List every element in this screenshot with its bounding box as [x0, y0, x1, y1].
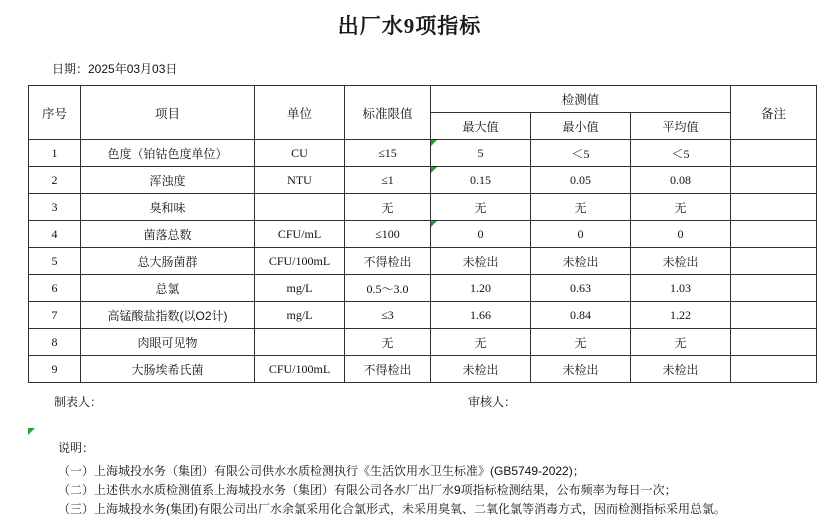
- header-max: 最大值: [431, 113, 531, 140]
- cell-remark: [731, 140, 817, 167]
- cell-unit: CFU/mL: [255, 221, 345, 248]
- header-no: 序号: [29, 86, 81, 140]
- table-row: [29, 302, 817, 329]
- cell-min: 0.05: [531, 167, 631, 194]
- header-unit: 单位: [255, 86, 345, 140]
- cell-max: 未检出: [431, 356, 531, 383]
- notes-line: （二）上述供水水质检测值系上海城投水务（集团）有限公司各水厂出厂水9项指标检测结果，公布频率为每日一次；: [58, 483, 677, 497]
- cell-unit: mg/L: [255, 302, 345, 329]
- cell-no: 4: [29, 221, 81, 248]
- header-remark: 备注: [731, 86, 817, 140]
- cell-limit: ≤3: [345, 302, 431, 329]
- cell-avg: 未检出: [631, 248, 731, 275]
- cell-no: 3: [29, 194, 81, 221]
- cell-flag-marker: [431, 221, 437, 227]
- cell-max: 0.15: [431, 167, 531, 194]
- cell-avg: 无: [631, 329, 731, 356]
- cell-max: 无: [431, 329, 531, 356]
- cell-max: 1.66: [431, 302, 531, 329]
- cell-avg: 无: [631, 194, 731, 221]
- table-row: [29, 329, 817, 356]
- cell-unit: CFU/100mL: [255, 248, 345, 275]
- preparer-label: 制表人：: [54, 395, 103, 409]
- cell-item: 总大肠菌群: [81, 248, 255, 275]
- cell-limit: ≤1: [345, 167, 431, 194]
- cell-item: 色度（铂钴色度单位）: [81, 140, 255, 167]
- cell-remark: [731, 194, 817, 221]
- cell-no: 7: [29, 302, 81, 329]
- cell-avg: 0.08: [631, 167, 731, 194]
- cell-max: 5: [431, 140, 531, 167]
- table-row: [29, 140, 817, 167]
- cell-remark: [731, 167, 817, 194]
- cell-min: 0: [531, 221, 631, 248]
- comment-marker-icon: [28, 428, 35, 435]
- table-row: [29, 356, 817, 383]
- table-row: [29, 167, 817, 194]
- table-row: [29, 275, 817, 302]
- notes-section: [58, 439, 819, 519]
- cell-item: 高锰酸盐指数(以O2计): [81, 302, 255, 329]
- cell-remark: [731, 248, 817, 275]
- cell-no: 1: [29, 140, 81, 167]
- cell-remark: [731, 329, 817, 356]
- cell-item: 肉眼可见物: [81, 329, 255, 356]
- cell-unit: [255, 329, 345, 356]
- cell-limit: ≤100: [345, 221, 431, 248]
- cell-item: 臭和味: [81, 194, 255, 221]
- cell-item: 总氯: [81, 275, 255, 302]
- cell-remark: [731, 221, 817, 248]
- report-date: 日期：2025年03月03日: [52, 62, 178, 76]
- cell-max: 0: [431, 221, 531, 248]
- cell-max: 未检出: [431, 248, 531, 275]
- cell-item: 大肠埃希氏菌: [81, 356, 255, 383]
- cell-avg: 未检出: [631, 356, 731, 383]
- reviewer-label: 审核人：: [468, 395, 517, 409]
- cell-remark: [731, 275, 817, 302]
- cell-no: 9: [29, 356, 81, 383]
- signature-row: [28, 393, 792, 411]
- cell-min: 未检出: [531, 356, 631, 383]
- table-row: [29, 221, 817, 248]
- cell-avg: 1.22: [631, 302, 731, 329]
- header-measured-group: 检测值: [431, 86, 731, 113]
- cell-max: 1.20: [431, 275, 531, 302]
- page-title: 出厂水9项指标: [337, 14, 482, 38]
- cell-unit: NTU: [255, 167, 345, 194]
- cell-item: 浑浊度: [81, 167, 255, 194]
- cell-no: 6: [29, 275, 81, 302]
- notes-label: 说明：: [58, 441, 95, 455]
- notes-line: （一）上海城投水务（集团）有限公司供水水质检测执行《生活饮用水卫生标准》(GB5749-2022)；: [58, 464, 585, 478]
- cell-min: 无: [531, 194, 631, 221]
- cell-remark: [731, 356, 817, 383]
- table-row: [29, 248, 817, 275]
- cell-unit: [255, 194, 345, 221]
- cell-unit: CFU/100mL: [255, 356, 345, 383]
- header-min: 最小值: [531, 113, 631, 140]
- cell-min: 0.63: [531, 275, 631, 302]
- water-quality-table: [28, 85, 817, 383]
- cell-unit: CU: [255, 140, 345, 167]
- header-limit: 标准限值: [345, 86, 431, 140]
- cell-limit: 无: [345, 329, 431, 356]
- cell-remark: [731, 302, 817, 329]
- cell-flag-marker: [431, 167, 437, 173]
- cell-limit: 无: [345, 194, 431, 221]
- cell-avg: 1.03: [631, 275, 731, 302]
- cell-limit: 不得检出: [345, 248, 431, 275]
- cell-no: 5: [29, 248, 81, 275]
- header-item: 项目: [81, 86, 255, 140]
- cell-max: 无: [431, 194, 531, 221]
- cell-no: 8: [29, 329, 81, 356]
- header-avg: 平均值: [631, 113, 731, 140]
- cell-min: 0.84: [531, 302, 631, 329]
- table-header-row-1: [29, 86, 817, 113]
- cell-min: ＜5: [531, 140, 631, 167]
- cell-flag-marker: [431, 140, 437, 146]
- cell-min: 无: [531, 329, 631, 356]
- cell-limit: ≤15: [345, 140, 431, 167]
- cell-unit: mg/L: [255, 275, 345, 302]
- cell-limit: 不得检出: [345, 356, 431, 383]
- cell-no: 2: [29, 167, 81, 194]
- cell-avg: 0: [631, 221, 731, 248]
- cell-min: 未检出: [531, 248, 631, 275]
- table-row: [29, 194, 817, 221]
- cell-limit: 0.5～3.0: [345, 275, 431, 302]
- cell-avg: ＜5: [631, 140, 731, 167]
- cell-item: 菌落总数: [81, 221, 255, 248]
- notes-line: （三）上海城投水务(集团)有限公司出厂水余氯采用化合氯形式，未采用臭氧、二氧化氯等消毒方式，因而检测指标采用总氯。: [58, 502, 726, 516]
